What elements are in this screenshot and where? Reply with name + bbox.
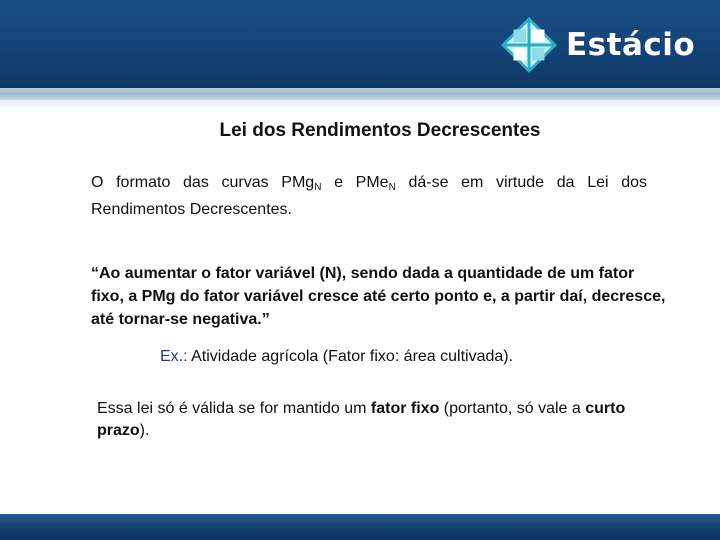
law-quote: “Ao aumentar o fator variável (N), sendo dada a quantidade de um fator fixo, a PMg do fator variável cresce até certo ponto e, a partir daí, decresce, até tornar-se negativa.” — [91, 265, 666, 328]
p4-text-2: (portanto, só vale a — [439, 400, 586, 417]
header-shade — [0, 100, 720, 110]
paragraph-curves — [91, 172, 647, 221]
p1-text-1: O formato das curvas PMg — [91, 174, 315, 191]
p4-bold-short-term: curto prazo — [97, 400, 626, 439]
logo-wordmark: Estácio — [566, 27, 696, 63]
logo-diamond-icon — [500, 16, 558, 74]
p4-text-1: Essa lei só é válida se for mantido um — [97, 400, 371, 417]
footer-bar — [0, 514, 720, 540]
slide-title: Lei dos Rendimentos Decrescentes — [219, 120, 541, 141]
validity-paragraph — [97, 398, 677, 442]
p4-bold-fixed-factor: fator fixo — [370, 400, 440, 417]
p1-text-3: dá-se em virtude da Lei dos Rendimentos Decrescentes. — [91, 174, 648, 218]
header-stripe — [0, 88, 720, 100]
p1-subscript-1: N — [314, 182, 322, 193]
p1-subscript-2: N — [388, 182, 396, 193]
estacio-logo — [500, 16, 710, 74]
p1-text-2: e PMe — [321, 174, 389, 191]
p4-text-3: ). — [139, 422, 150, 439]
example-text: Atividade agrícola (Fator fixo: área cultivada). — [187, 348, 514, 365]
example-label: Ex.: — [160, 348, 188, 365]
example-line — [160, 346, 660, 368]
